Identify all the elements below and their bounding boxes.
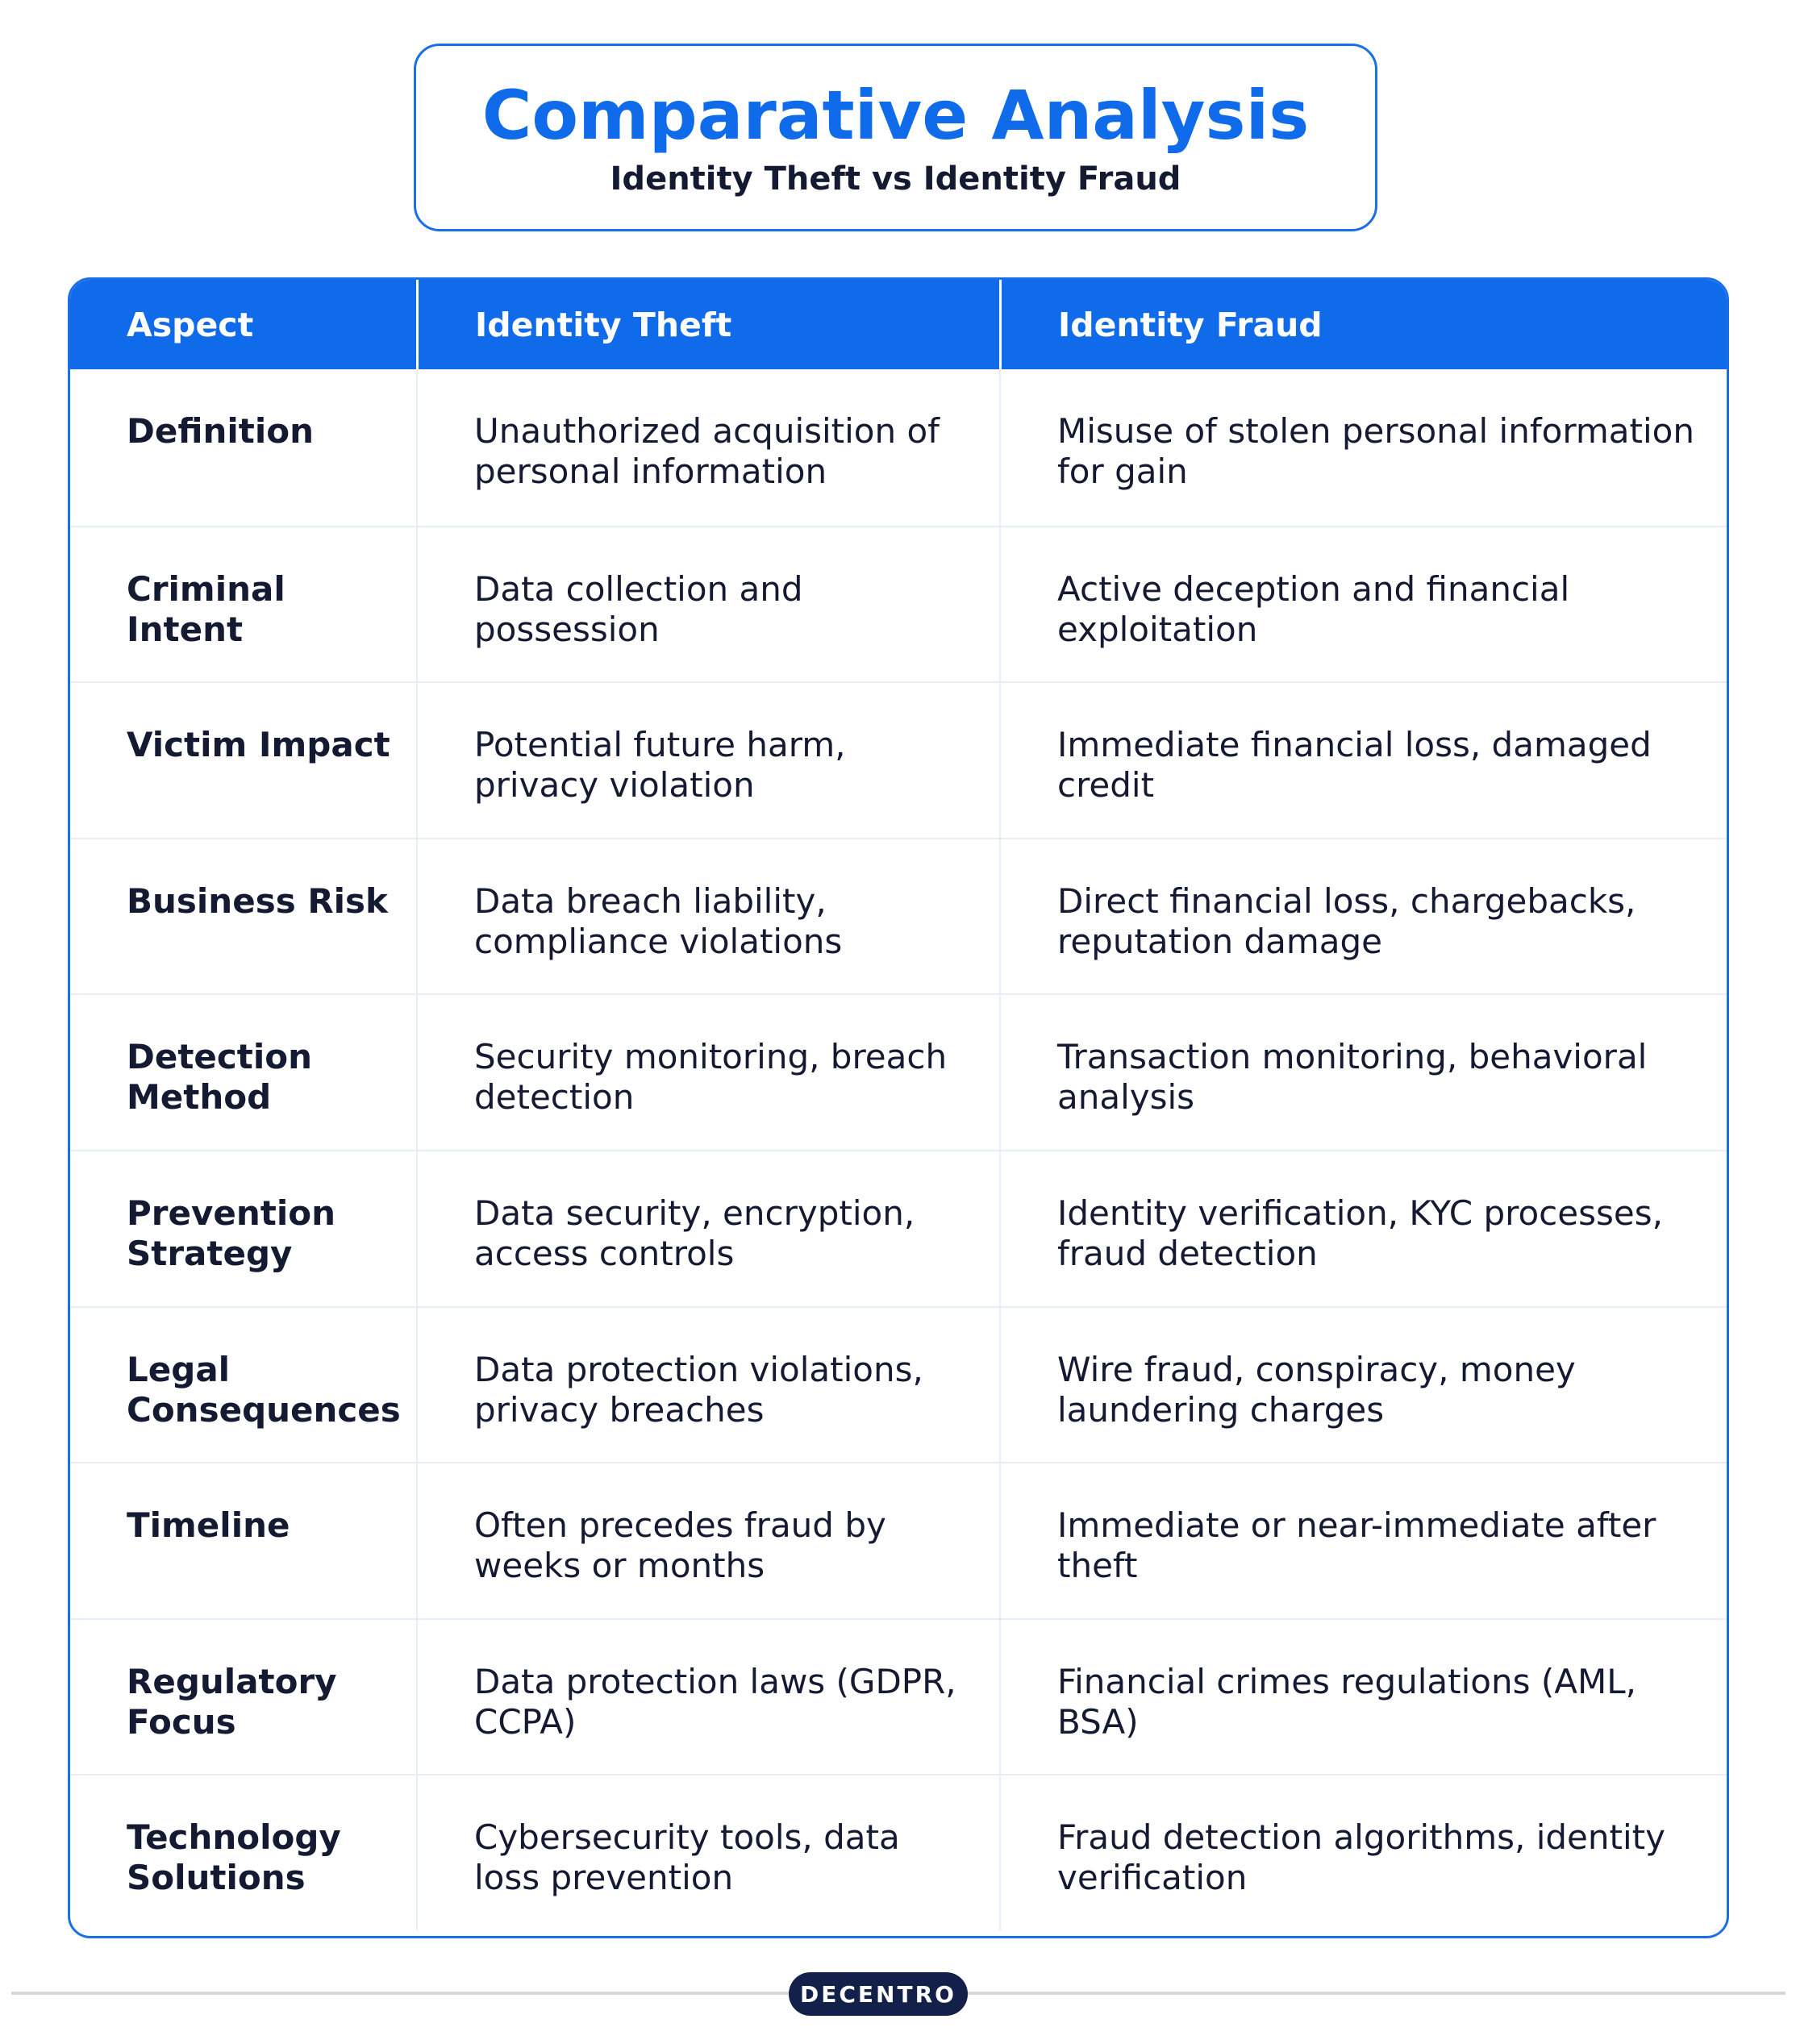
table-row (70, 1774, 1727, 1930)
cell-identity-fraud: Misuse of stolen personal information for gain (999, 369, 1727, 526)
cell-identity-theft: Unauthorized acquisition of personal information (416, 369, 999, 526)
cell-identity-theft: Often precedes fraud by weeks or months (416, 1463, 999, 1618)
brand-logo: DECENTRO (789, 1972, 968, 2016)
table-row (70, 1462, 1727, 1618)
cell-identity-fraud: Identity verification, KYC processes, fraud detection (999, 1151, 1727, 1306)
cell-aspect: Regulatory Focus (127, 1661, 337, 1742)
table-row (70, 1618, 1727, 1775)
cell-identity-theft: Data breach liability, compliance violations (416, 839, 999, 994)
cell-identity-fraud: Immediate or near-immediate after theft (999, 1463, 1727, 1618)
header-identity-theft: Identity Theft (416, 280, 999, 369)
table-row (70, 526, 1727, 682)
cell-identity-theft: Potential future harm, privacy violation (416, 683, 999, 838)
cell-aspect: Criminal Intent (127, 568, 285, 649)
table-row (70, 369, 1727, 526)
title-box (414, 44, 1377, 231)
table-row (70, 1150, 1727, 1306)
header-aspect: Aspect (127, 305, 254, 344)
comparison-table (68, 277, 1729, 1938)
cell-identity-theft: Security monitoring, breach detection (416, 995, 999, 1150)
cell-aspect: Legal Consequences (127, 1349, 401, 1430)
cell-identity-theft: Data security, encryption, access controls (416, 1151, 999, 1306)
table-row (70, 681, 1727, 838)
table-row (70, 838, 1727, 994)
cell-identity-fraud: Transaction monitoring, behavioral analysis (999, 995, 1727, 1150)
cell-identity-fraud: Immediate financial loss, damaged credit (999, 683, 1727, 838)
cell-aspect: Timeline (127, 1505, 290, 1546)
cell-identity-fraud: Active deception and financial exploitation (999, 527, 1727, 682)
header-identity-fraud: Identity Fraud (999, 280, 1727, 369)
cell-aspect: Victim Impact (127, 725, 390, 765)
table-body (70, 369, 1727, 1930)
cell-identity-theft: Data collection and possession (416, 527, 999, 682)
cell-aspect: Definition (127, 411, 315, 451)
cell-identity-fraud: Financial crimes regulations (AML, BSA) (999, 1620, 1727, 1775)
cell-identity-fraud: Wire fraud, conspiracy, money laundering charges (999, 1308, 1727, 1463)
cell-aspect: Prevention Strategy (127, 1193, 335, 1273)
cell-identity-theft: Cybersecurity tools, data loss prevention (416, 1775, 999, 1930)
table-row (70, 993, 1727, 1150)
cell-aspect: Detection Method (127, 1037, 313, 1118)
cell-identity-fraud: Direct financial loss, chargebacks, reputation damage (999, 839, 1727, 994)
cell-aspect: Business Risk (127, 880, 388, 921)
cell-identity-theft: Data protection laws (GDPR, CCPA) (416, 1620, 999, 1775)
page-title: Comparative Analysis (481, 76, 1310, 155)
cell-aspect: Technology Solutions (127, 1817, 341, 1898)
table-row (70, 1306, 1727, 1463)
cell-identity-fraud: Fraud detection algorithms, identity verification (999, 1775, 1727, 1930)
cell-identity-theft: Data protection violations, privacy breaches (416, 1308, 999, 1463)
page-subtitle: Identity Theft vs Identity Fraud (610, 160, 1181, 198)
table-header (70, 280, 1727, 369)
